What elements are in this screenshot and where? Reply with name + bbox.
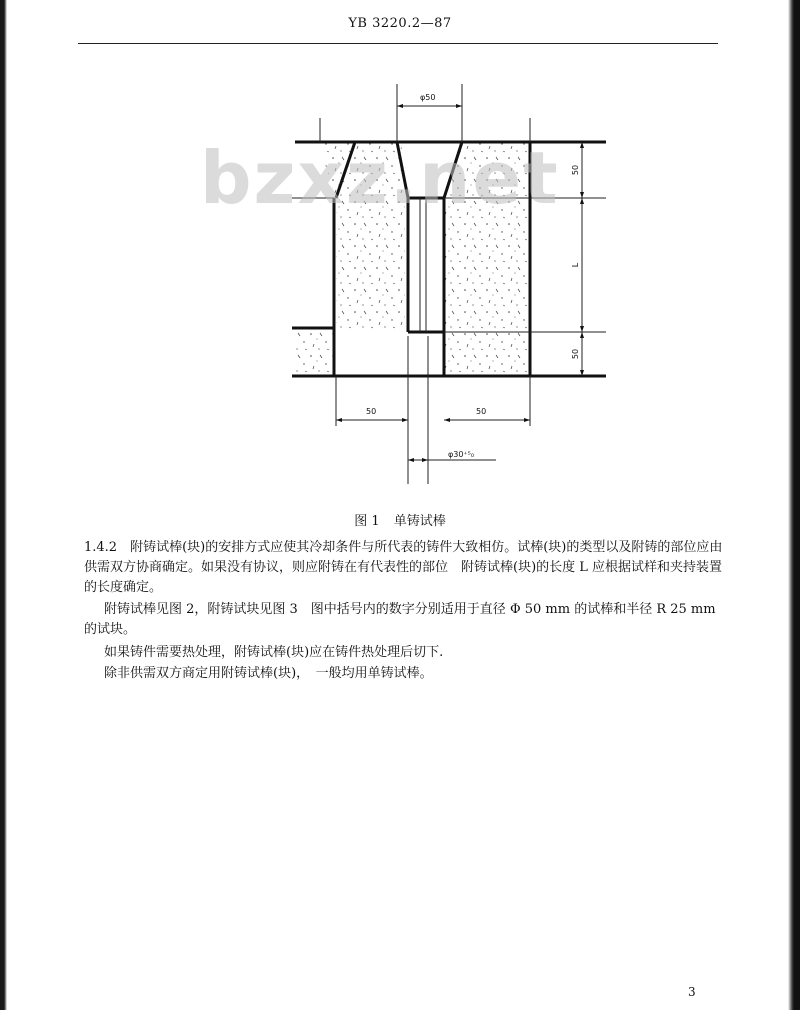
paragraph-attached-bars: 附铸试棒见图 2，附铸试块见图 3 图中括号内的数字分别适用于直径 Φ 50 mm 的试棒和半径 R 25 mm 的试块。 [84, 602, 716, 637]
dim-top-height: 50 [571, 164, 580, 176]
sand-left-lower [296, 332, 334, 376]
paragraph-default: 除非供需双方商定用附铸试棒(块)， 一般均用单铸试棒。 [104, 666, 433, 681]
page-number: 3 [688, 985, 696, 999]
watermark: bzxz.net [200, 136, 560, 220]
figure-number: 图 1 [354, 514, 380, 529]
dim-bottom-height: 50 [571, 348, 580, 360]
figure-title: 单铸试棒 [393, 514, 446, 529]
dim-top-diameter: φ50 [420, 93, 436, 102]
paragraph-1-4-2: 1.4.2 附铸试棒(块)的安排方式应使其冷却条件与所代表的铸件大致相仿。试棒(块)的类型以及附铸的部位应由供需双方协商确定。如果没有协议，则应附铸在有代表性的部位 附铸试棒(块)的长度 L 应根据试样和夹持装置的长度确定。 [84, 540, 723, 595]
dim-bottom-right: 50 [476, 407, 487, 416]
standard-code: YB 3220.2—87 [348, 16, 452, 31]
dim-bar-diameter: φ30⁺⁵₀ [448, 450, 475, 459]
dim-length: L [571, 262, 580, 268]
figure-1 [0, 0, 800, 500]
mold-drawing [0, 0, 800, 500]
dim-bottom-left: 50 [366, 407, 377, 416]
figure-caption [0, 510, 800, 529]
paragraph-heat-treatment: 如果铸件需要热处理，附铸试棒(块)应在铸件热处理后切下. [104, 645, 444, 660]
